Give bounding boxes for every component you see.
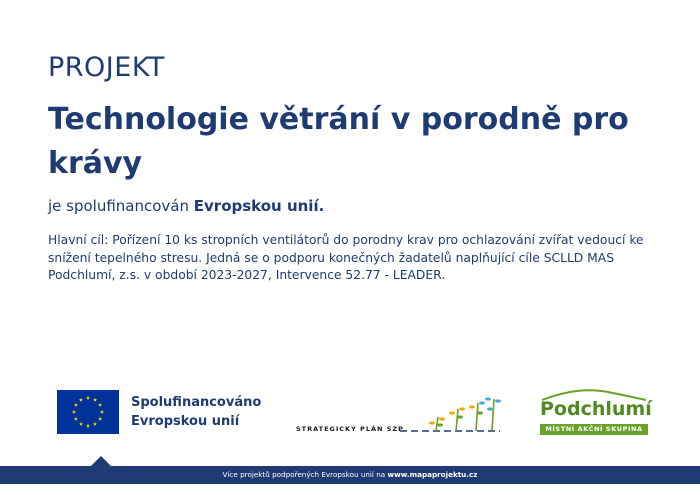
podchlumi-subtitle: MÍSTNÍ AKČNÍ SKUPINA: [540, 424, 648, 435]
szp-plants-icon: [396, 391, 504, 435]
project-title: Technologie větrání v porodně pro krávy: [48, 102, 629, 181]
project-description: Hlavní cíl: Pořízení 10 ks stropních ventilátorů do porodny krav pro ochlazování zvířat vedoucí ke snížení tepelného stresu. Jedná se o podporu konečných žadatelů naplňující cíle SCLLD MAS Podchlumí, z.s. v období 2023-2027, Intervence 52.77 - LEADER.: [48, 233, 644, 282]
project-label: PROJEKT: [48, 52, 165, 83]
cofinanced-prefix: je spolufinancován: [48, 197, 194, 215]
cofinanced-eu: Evropskou unií.: [193, 197, 325, 215]
podchlumi-name: Podchlumí: [540, 398, 652, 420]
eu-logo: [57, 390, 119, 434]
footer-link[interactable]: www.mapaprojektu.cz: [387, 470, 478, 479]
footer-text-prefix: Více projektů podpořených Evropskou unií na: [222, 470, 388, 479]
footer-notch: [91, 456, 111, 466]
eu-text-line1: Spolufinancováno: [131, 395, 262, 410]
szp-label: STRATEGICKÝ PLÁN SZP: [296, 425, 404, 433]
eu-text-line2: Evropskou unií: [131, 414, 240, 429]
eu-flag-icon: [57, 390, 119, 434]
eu-cofinanced-text: [131, 393, 261, 431]
footer-text: [0, 466, 700, 484]
cofinanced-statement: [48, 197, 324, 215]
